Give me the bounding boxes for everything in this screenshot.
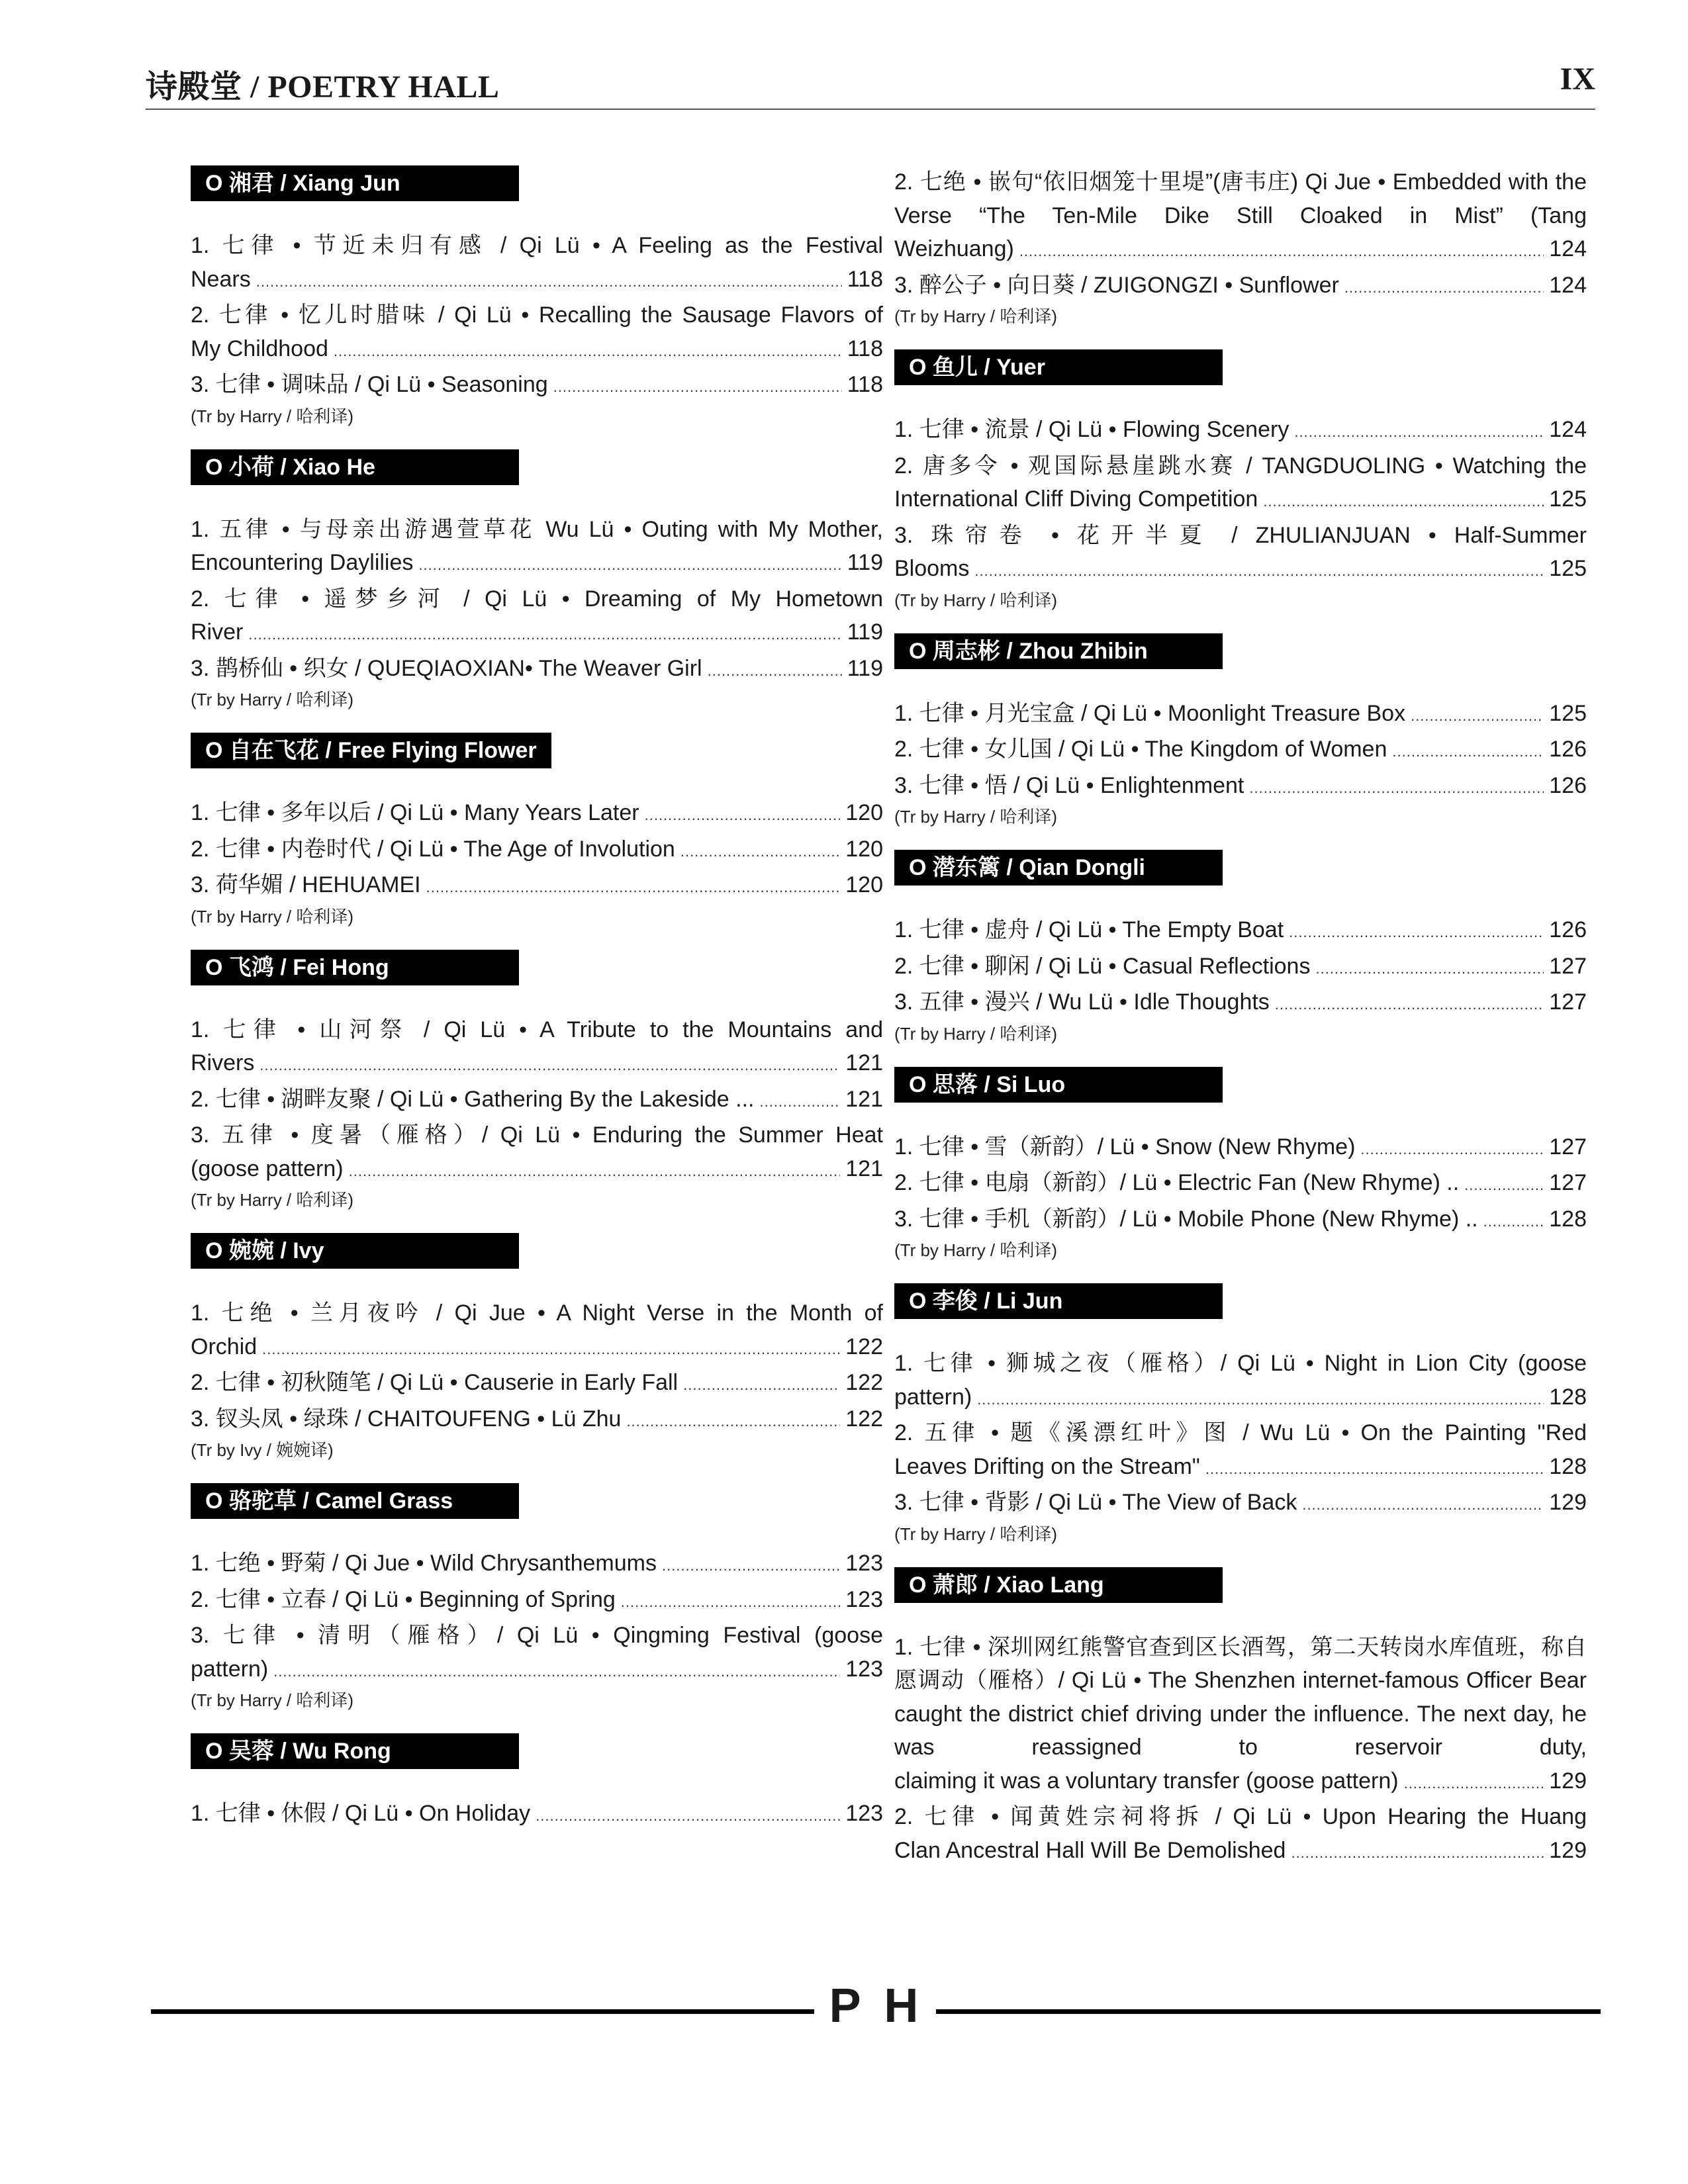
leader-dots [1019, 232, 1544, 269]
toc-entry[interactable] [191, 1583, 883, 1619]
leader-dots [334, 332, 842, 369]
author-section [191, 165, 883, 427]
author-section [191, 1483, 883, 1711]
leader-dots [977, 1381, 1544, 1417]
leader-dots [974, 552, 1544, 588]
leader-dots [553, 368, 842, 404]
translator-credit: (Tr by Harry / 哈利译) [191, 1190, 354, 1210]
leader-dots [536, 1797, 840, 1833]
entry-title-end: pattern) [191, 1656, 269, 1682]
page-number: 127 [1549, 1170, 1587, 1195]
leader-dots [1483, 1203, 1544, 1239]
entry-title-end: 2. 七律 • 女儿国 / Qi Lü • The Kingdom of Women [894, 737, 1387, 762]
leader-dots [1404, 1764, 1544, 1801]
leader-dots [1275, 985, 1544, 1022]
page-number: 123 [845, 1801, 883, 1826]
author-section [191, 733, 883, 927]
page-number: 125 [1549, 556, 1587, 581]
toc-entry[interactable] [191, 1619, 883, 1688]
entry-title-end: 1. 七律 • 多年以后 / Qi Lü • Many Years Later [191, 800, 639, 825]
page-number: 120 [845, 800, 883, 825]
page-number: 120 [845, 872, 883, 897]
entry-title: 3. 珠帘卷 • 花开半夏 / ZHULIANJUAN • Half-Summer [894, 522, 1587, 548]
entry-title-end: 3. 七律 • 调味品 / Qi Lü • Seasoning [191, 372, 548, 397]
page-number: 128 [1549, 1453, 1587, 1479]
page-number: 127 [1549, 1134, 1587, 1160]
author-heading: O 自在飞花 / Free Flying Flower [191, 733, 551, 768]
page-number: 122 [845, 1406, 883, 1432]
page-number: 128 [1549, 1384, 1587, 1410]
leader-dots [426, 868, 841, 905]
toc-entry[interactable] [894, 985, 1587, 1022]
author-section [191, 950, 883, 1211]
toc-entry[interactable] [191, 1366, 883, 1402]
page-number: 125 [1549, 486, 1587, 512]
leader-dots [1344, 269, 1544, 305]
toc-entry[interactable] [191, 298, 883, 368]
leader-dots [621, 1583, 840, 1619]
entry-title-end: 1. 七律 • 虚舟 / Qi Lü • The Empty Boat [894, 917, 1284, 942]
leader-dots [259, 1046, 840, 1083]
entry-title: 3. 七律 • 清明（雁格）/ Qi Lü • Qingming Festival (goose [191, 1623, 883, 1648]
author-heading: O 吴蓉 / Wu Rong [191, 1733, 519, 1769]
page-number: 126 [1549, 772, 1587, 798]
page-number: 129 [1549, 1768, 1587, 1794]
page-number-roman: IX [1560, 62, 1595, 97]
entry-title-end: Clan Ancestral Hall Will Be Demolished [894, 1837, 1286, 1863]
toc-entry[interactable] [894, 1800, 1587, 1870]
leader-dots [708, 652, 842, 688]
translator-credit: (Tr by Harry / 哈利译) [894, 306, 1058, 326]
entry-title-end: 1. 七律 • 流景 / Qi Lü • Flowing Scenery [894, 417, 1289, 442]
entry-title-end: 3. 醉公子 • 向日葵 / ZUIGONGZI • Sunflower [894, 272, 1339, 298]
toc-entry[interactable] [191, 652, 883, 688]
translator-credit: (Tr by Harry / 哈利译) [191, 690, 354, 709]
page-number: 122 [845, 1370, 883, 1395]
author-heading: O 婉婉 / Ivy [191, 1233, 519, 1269]
entry-title-end: 3. 七律 • 手机（新韵）/ Lü • Mobile Phone (New Rhyme) .. [894, 1206, 1478, 1232]
entry-title-end: 1. 七律 • 雪（新韵）/ Lü • Snow (New Rhyme) [894, 1134, 1356, 1160]
toc-entry[interactable] [894, 1416, 1587, 1486]
leader-dots [1249, 769, 1544, 805]
author-heading: O 小荷 / Xiao He [191, 449, 519, 485]
entry-title-end: 3. 鹊桥仙 • 织女 / QUEQIAOXIAN• The Weaver Girl [191, 655, 702, 681]
page-number: 121 [845, 1050, 883, 1075]
entry-title-end: River [191, 619, 244, 645]
author-section [894, 1283, 1587, 1545]
entry-title: 2. 唐多令 • 观国际悬崖跳水赛 / TANGDUOLING • Watching the [894, 453, 1587, 478]
leader-dots [1291, 1834, 1544, 1870]
toc-entry[interactable] [894, 1631, 1587, 1801]
page-number: 126 [1549, 917, 1587, 942]
toc-entry[interactable] [191, 1118, 883, 1188]
leader-dots [1411, 697, 1544, 733]
leader-dots [262, 1330, 840, 1367]
entry-title-end: 1. 七绝 • 野菊 / Qi Jue • Wild Chrysanthemums [191, 1551, 657, 1576]
author-section [894, 633, 1587, 828]
journal-title: 诗殿堂 / POETRY HALL [146, 69, 500, 105]
leader-dots [759, 1083, 840, 1119]
entry-title-end: (goose pattern) [191, 1156, 344, 1181]
translator-credit: (Tr by Harry / 哈利译) [894, 590, 1058, 610]
toc-entry[interactable] [191, 368, 883, 404]
toc-left-column [191, 165, 883, 1856]
translator-credit: (Tr by Ivy / 婉婉译) [191, 1440, 334, 1460]
page-number: 124 [1549, 417, 1587, 442]
toc-entry[interactable] [894, 733, 1587, 769]
toc-entry[interactable] [894, 519, 1587, 588]
entry-title: 1. 七律 • 狮城之夜（雁格）/ Qi Lü • Night in Lion City (goose [894, 1351, 1587, 1376]
translator-credit: (Tr by Harry / 哈利译) [894, 1023, 1058, 1044]
entry-title: 2. 七绝 • 嵌句“依旧烟笼十里堤”(唐韦庄) Qi Jue • Embedded with the Verse “The Ten-Mile Dike Still Cloaked in Mist” (Tang [894, 169, 1587, 228]
leader-dots [1392, 733, 1544, 769]
toc-entry[interactable] [894, 1347, 1587, 1416]
header-divider [146, 109, 1595, 110]
leader-dots [662, 1547, 840, 1583]
toc-entry[interactable] [191, 1013, 883, 1083]
entry-title: 1. 七律 • 山河祭 / Qi Lü • A Tribute to the Mountains and [191, 1017, 883, 1042]
entry-title-end: 3. 荷华媚 / HEHUAMEI [191, 872, 421, 897]
entry-title-end: 2. 七律 • 聊闲 / Qi Lü • Casual Reflections [894, 953, 1311, 979]
footer-rule-left [151, 2009, 814, 2014]
author-heading: O 潜东篱 / Qian Dongli [894, 850, 1223, 886]
toc-entry[interactable] [191, 229, 883, 298]
leader-dots [1315, 950, 1544, 986]
entry-title-end: 1. 七律 • 休假 / Qi Lü • On Holiday [191, 1801, 531, 1826]
page-number: 119 [847, 550, 883, 575]
entry-title: 3. 五律 • 度暑（雁格）/ Qi Lü • Enduring the Summer Heat [191, 1122, 883, 1148]
toc-entry[interactable] [191, 1547, 883, 1583]
entry-title-end: My Childhood [191, 336, 328, 361]
entry-title-end: 2. 七律 • 电扇（新韵）/ Lü • Electric Fan (New Rhyme) .. [894, 1170, 1460, 1195]
leader-dots [1289, 913, 1544, 950]
page-number: 129 [1549, 1490, 1587, 1515]
author-heading: O 鱼儿 / Yuer [894, 349, 1223, 385]
page-number: 126 [1549, 737, 1587, 762]
translator-credit: (Tr by Harry / 哈利译) [894, 1524, 1058, 1544]
author-heading: O 骆驼草 / Camel Grass [191, 1483, 519, 1519]
page-number: 121 [845, 1086, 883, 1112]
leader-dots [683, 1366, 840, 1402]
page-number: 123 [845, 1586, 883, 1612]
leader-dots [1360, 1130, 1544, 1167]
entry-title: 2. 七律 • 遥梦乡河 / Qi Lü • Dreaming of My Hometown [191, 586, 883, 612]
entry-title-end: 3. 七律 • 悟 / Qi Lü • Enlightenment [894, 772, 1244, 798]
page-header [146, 61, 1595, 107]
entry-title: 2. 五律 • 题《溪漂红叶》图 / Wu Lü • On the Painting "Red [894, 1420, 1587, 1445]
entry-title-end: 1. 七律 • 月光宝盒 / Qi Lü • Moonlight Treasure Box [894, 700, 1406, 726]
entry-title-end: 2. 七律 • 内卷时代 / Qi Lü • The Age of Involution [191, 836, 675, 862]
toc-entry[interactable] [894, 413, 1587, 449]
entry-title-end: Rivers [191, 1050, 255, 1075]
page-number: 121 [845, 1156, 883, 1181]
toc-entry[interactable] [894, 913, 1587, 950]
page-number: 118 [847, 336, 883, 361]
author-heading: O 飞鸿 / Fei Hong [191, 950, 519, 985]
toc-entry[interactable] [894, 1130, 1587, 1167]
entry-title-end: pattern) [894, 1384, 972, 1410]
author-section [894, 1067, 1587, 1261]
toc-entry[interactable] [191, 582, 883, 652]
footer-rule-right [936, 2009, 1601, 2014]
toc-entry[interactable] [894, 1166, 1587, 1203]
page-number: 118 [847, 372, 883, 397]
leader-dots [273, 1653, 840, 1689]
author-section [894, 850, 1587, 1044]
page-number: 124 [1549, 236, 1587, 261]
author-heading: O 萧郎 / Xiao Lang [894, 1567, 1223, 1603]
author-section [894, 165, 1587, 327]
entry-title-end: 3. 七律 • 背影 / Qi Lü • The View of Back [894, 1490, 1297, 1515]
translator-credit: (Tr by Harry / 哈利译) [894, 807, 1058, 827]
entry-title-end: Orchid [191, 1334, 258, 1359]
author-heading: O 周志彬 / Zhou Zhibin [894, 633, 1223, 669]
toc-entry[interactable] [894, 1486, 1587, 1522]
page-number: 129 [1549, 1837, 1587, 1863]
entry-title-end: Blooms [894, 556, 970, 581]
toc-entry[interactable] [894, 269, 1587, 305]
leader-dots [418, 546, 841, 582]
author-section [191, 449, 883, 711]
entry-title-end: International Cliff Diving Competition [894, 486, 1258, 512]
page-number: 120 [845, 836, 883, 862]
toc-entry[interactable] [191, 833, 883, 869]
entry-title: 2. 七律 • 闻黄姓宗祠将拆 / Qi Lü • Upon Hearing the Huang [894, 1804, 1587, 1829]
page-number: 128 [1549, 1206, 1587, 1232]
page-number: 119 [847, 655, 883, 681]
toc-entry[interactable] [191, 1402, 883, 1439]
toc-entry[interactable] [191, 796, 883, 833]
translator-credit: (Tr by Harry / 哈利译) [894, 1240, 1058, 1260]
entry-title: 1. 七律 • 节近未归有感 / Qi Lü • A Feeling as the Festival [191, 233, 883, 258]
leader-dots [248, 615, 841, 652]
leader-dots [1464, 1166, 1544, 1203]
toc-entry[interactable] [191, 513, 883, 582]
leader-dots [1302, 1486, 1544, 1522]
author-heading: O 湘君 / Xiang Jun [191, 165, 519, 201]
entry-title: 2. 七律 • 忆儿时腊味 / Qi Lü • Recalling the Sausage Flavors of [191, 302, 883, 328]
entry-title-end: 2. 七律 • 立春 / Qi Lü • Beginning of Spring [191, 1586, 616, 1612]
toc-right-column [894, 165, 1587, 1892]
entry-title-end: Nears [191, 266, 251, 292]
page-number: 125 [1549, 700, 1587, 726]
translator-credit: (Tr by Harry / 哈利译) [191, 406, 354, 426]
toc-entry[interactable] [894, 950, 1587, 986]
leader-dots [645, 796, 841, 833]
entry-title: 1. 五律 • 与母亲出游遇萱草花 Wu Lü • Outing with My Mother, [191, 516, 883, 542]
author-section [191, 1733, 883, 1833]
entry-title-end: 3. 五律 • 漫兴 / Wu Lü • Idle Thoughts [894, 989, 1270, 1015]
entry-title-end: Encountering Daylilies [191, 550, 414, 575]
page-number: 119 [847, 619, 883, 645]
leader-dots [680, 833, 840, 869]
entry-title: 1. 七绝 • 兰月夜吟 / Qi Jue • A Night Verse in the Month of [191, 1300, 883, 1326]
translator-credit: (Tr by Harry / 哈利译) [191, 1690, 354, 1710]
page-number: 124 [1549, 272, 1587, 298]
toc-entry[interactable] [191, 1797, 883, 1833]
entry-title-end: claiming it was a voluntary transfer (goose pattern) [894, 1768, 1399, 1794]
entry-title: 1. 七律 • 深圳网红熊警官查到区长酒驾，第二天转岗水库值班，称自愿调动（雁格）/ Qi Lü • The Shenzhen internet-famous Officer Bear caught the district chief driving under the influence. The next day, he was reassigned to reservoir duty, [894, 1634, 1587, 1760]
toc-entry[interactable] [894, 697, 1587, 733]
leader-dots [256, 263, 842, 299]
toc-entry[interactable] [191, 868, 883, 905]
author-heading: O 思落 / Si Luo [894, 1067, 1223, 1103]
page-number: 127 [1549, 989, 1587, 1015]
toc-entry[interactable] [894, 165, 1587, 269]
leader-dots [349, 1152, 841, 1189]
translator-credit: (Tr by Harry / 哈利译) [191, 906, 354, 927]
leader-dots [1294, 413, 1544, 449]
entry-title-end: 2. 七律 • 初秋随笔 / Qi Lü • Causerie in Early Fall [191, 1370, 679, 1395]
toc-entry[interactable] [894, 1203, 1587, 1239]
toc-entry[interactable] [894, 769, 1587, 805]
toc-entry[interactable] [191, 1083, 883, 1119]
author-section [894, 349, 1587, 611]
entry-title-end: Weizhuang) [894, 236, 1014, 261]
page-number: 122 [845, 1334, 883, 1359]
author-section [894, 1567, 1587, 1870]
leader-dots [1263, 482, 1544, 519]
toc-entry[interactable] [191, 1297, 883, 1366]
entry-title-end: Leaves Drifting on the Stream" [894, 1453, 1200, 1479]
toc-entry[interactable] [894, 449, 1587, 519]
leader-dots [626, 1402, 840, 1439]
page-number: 123 [845, 1656, 883, 1682]
page-number: 123 [845, 1551, 883, 1576]
leader-dots [1205, 1450, 1544, 1486]
entry-title-end: 2. 七律 • 湖畔友聚 / Qi Lü • Gathering By the Lakeside ... [191, 1086, 755, 1112]
footer-mark: P H [829, 1979, 924, 2032]
page-number: 118 [847, 266, 883, 292]
entry-title-end: 3. 钗头凤 • 绿珠 / CHAITOUFENG • Lü Zhu [191, 1406, 622, 1432]
page-number: 127 [1549, 953, 1587, 979]
author-section [191, 1233, 883, 1461]
author-heading: O 李俊 / Li Jun [894, 1283, 1223, 1319]
